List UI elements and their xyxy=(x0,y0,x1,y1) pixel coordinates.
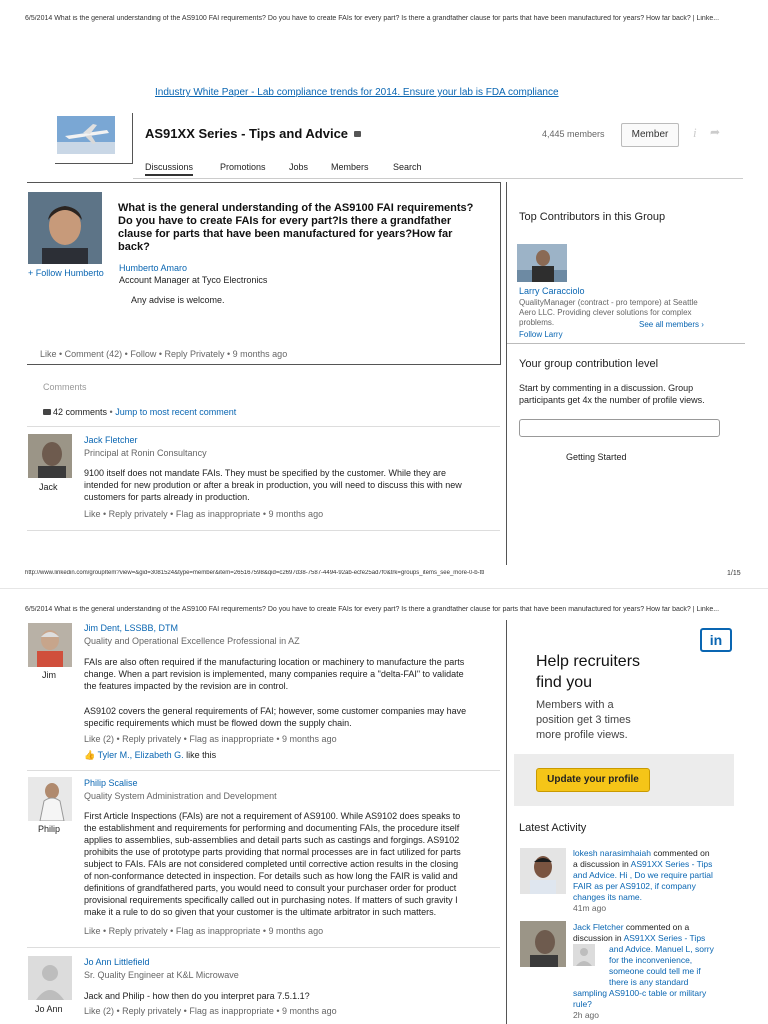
member-count: 4,445 members xyxy=(542,129,605,139)
commenter-label: Philip xyxy=(38,824,61,834)
activity-avatar[interactable] xyxy=(520,921,566,967)
comment-actions[interactable]: Like • Reply privately • Flag as inappropriate • 9 months ago xyxy=(84,509,324,519)
follow-author-link[interactable]: + Follow Humberto xyxy=(28,268,104,278)
page-break xyxy=(0,588,768,589)
post-body: Any advise is welcome. xyxy=(131,295,225,305)
follow-contributor-link[interactable]: Follow Larry xyxy=(519,330,563,339)
commenter-avatar[interactable] xyxy=(28,777,72,821)
tab-search[interactable]: Search xyxy=(393,162,422,172)
likes-summary: 👍 Tyler M., Elizabeth G. like this xyxy=(84,750,217,760)
comment-divider xyxy=(27,530,500,531)
sidebar-separator xyxy=(507,343,745,344)
sidebar-divider-page2 xyxy=(506,620,507,1024)
lock-icon xyxy=(354,131,361,137)
comment-divider xyxy=(27,770,500,771)
ad-headline: Help recruiters find you xyxy=(536,653,641,691)
tabs-divider xyxy=(133,178,743,179)
comment-body: FAIs are also often required if the manufacturing location or machinery to manufacture the parts change. When a part revision is implemented, many companies require a "delta-FAI" to validate the features impacted by the revision are in control. xyxy=(84,657,465,691)
activity-time: 2h ago xyxy=(573,1010,599,1020)
tab-discussions[interactable]: Discussions xyxy=(145,162,193,176)
commenter-label: Jim xyxy=(42,670,56,680)
comment-bubble-icon xyxy=(43,409,51,415)
commenter-title: Sr. Quality Engineer at K&L Microwave xyxy=(84,970,239,980)
comment-divider xyxy=(27,947,500,948)
commenter-title: Quality and Operational Excellence Professional in AZ xyxy=(84,636,300,646)
post-top-border xyxy=(27,182,500,183)
commenter-name[interactable]: Jim Dent, LSSBB, DTM xyxy=(84,623,179,633)
comments-count: 42 comments xyxy=(53,407,108,417)
commenter-title: Quality System Administration and Development xyxy=(84,791,277,801)
commenter-avatar-placeholder[interactable] xyxy=(28,956,72,1000)
group-title[interactable]: AS91XX Series - Tips and Advice xyxy=(145,126,361,141)
tab-members[interactable]: Members xyxy=(331,162,369,172)
linkedin-logo[interactable]: in xyxy=(700,628,732,652)
info-icon[interactable]: i xyxy=(693,125,697,140)
commenter-name[interactable]: Jack Fletcher xyxy=(84,435,138,445)
comments-label: Comments xyxy=(43,382,87,392)
update-profile-button[interactable]: Update your profile xyxy=(536,768,650,792)
contributor-description: QualityManager (contract - pro tempore) at Seattle Aero LLC. Providing clever solutions for complex problems. xyxy=(519,298,698,327)
commenter-label: Jack xyxy=(39,482,58,492)
print-header-page2: 6/5/2014 What is the general understanding of the AS9100 FAI requirements? Do you have to create FAIs for every part? Is there a grandfather clause for parts that have been manufactured for years? How far back? | Linke... xyxy=(25,606,720,613)
contributor-avatar[interactable] xyxy=(517,244,567,282)
activity-item-continued: sampling AS9100-c table or military rule? 2h ago xyxy=(573,988,743,1021)
share-icon[interactable]: ➦ xyxy=(710,125,721,139)
post-right-border xyxy=(500,182,501,365)
comments-divider xyxy=(27,426,500,427)
top-contributors-heading: Top Contributors in this Group xyxy=(519,211,666,223)
latest-activity-heading: Latest Activity xyxy=(519,822,587,834)
comment-actions[interactable]: Like (2) • Reply privately • Flag as inappropriate • 9 months ago xyxy=(84,734,337,744)
contribution-level-label: Getting Started xyxy=(566,452,627,462)
ad-text: Members with a position get 3 times more profile views. xyxy=(536,699,631,741)
activity-user-link[interactable]: Jack Fletcher xyxy=(573,922,624,932)
member-button[interactable]: Member xyxy=(621,123,679,147)
comment-actions[interactable]: Like (2) • Reply privately • Flag as inappropriate • 9 months ago xyxy=(84,1006,337,1016)
page-number: 1/15 xyxy=(727,570,741,577)
print-footer-url: http://www.linkedin.com/groupItem?view=&gid=3081524&type=member&item=265167598&qid=c2697d38-7587-4494-92ab-ecfe25ad7f0&trk=groups_items_see_more-0-b-ttl xyxy=(25,570,485,576)
activity-avatar[interactable] xyxy=(520,848,566,894)
activity-item: Jack Fletcher commented on a discussion in AS91XX Series - Tips and Advice. Manuel L, sorry for the inconvenience, someone could tell me if there is any standard xyxy=(573,922,714,987)
sidebar-divider xyxy=(506,182,507,565)
commenter-avatar[interactable] xyxy=(28,434,72,478)
contribution-progress-bar xyxy=(519,419,720,437)
activity-item: lokesh narasimhaiah commented on a discussion in AS91XX Series - Tips and Advice. Hi , Do we require partial FAIR as per AS9102, if company changes its name. 41m ago xyxy=(573,848,743,914)
comment-body: Jack and Philip - how then do you interpret para 7.5.1.1? xyxy=(84,991,310,1001)
tab-promotions[interactable]: Promotions xyxy=(220,162,266,172)
author-avatar[interactable] xyxy=(28,192,102,264)
comment-body: First Article Inspections (FAIs) are not a requirement of AS9100. While AS9102 does speaks to the establishment and requirements for performing and documenting FAIs, the procedure itself applies to assemblies, sub-assemblies and detail parts such as castings and forgings. AS9102 prohibits the use of prototype parts providing that normal processes are in fact utilized for parts subject to FAIs. FAIs are not considered completed until corrective action results in the closing of non-conformance detected in inspection. For details such as how long the FAIR is valid and definitions of grandfathered parts, you would need to consult your purchaser order for product provisional requirements specifically called out in purchasing notes. If matters of such gravity I make it a rule to do so given that your customer is the ultimate arbitrator in such matters. xyxy=(84,811,461,917)
commenter-name[interactable]: Jo Ann Littlefield xyxy=(84,957,150,967)
print-header: 6/5/2014 What is the general understanding of the AS9100 FAI requirements? Do you have to create FAIs for every part? Is there a grandfather clause for parts that have been manufactured for years? How far back? | Linke... xyxy=(25,15,720,22)
tab-jobs[interactable]: Jobs xyxy=(289,162,309,172)
see-all-members-link[interactable]: See all members › xyxy=(639,320,704,329)
discussion-question: What is the general understanding of the AS9100 FAI requirements? Do you have to create FAIs for every part?Is there a grandfather clause for parts that have been manufactured for years?How far back? xyxy=(118,202,474,253)
comment-body: 9100 itself does not mandate FAIs. They must be specified by the customer. While they are intended for new prodution or after a break in production, you will need to discuss this with new customers for parts already in production. xyxy=(84,468,462,502)
ad-text[interactable]: Lab compliance trends for 2014. Ensure your lab is FDA compliance xyxy=(254,87,559,98)
comment-actions[interactable]: Like • Reply privately • Flag as inappropriate • 9 months ago xyxy=(84,926,324,936)
commenter-name[interactable]: Philip Scalise xyxy=(84,778,138,788)
commenter-avatar[interactable] xyxy=(28,623,72,667)
contribution-heading: Your group contribution level xyxy=(519,358,659,370)
post-bottom-border xyxy=(27,364,500,365)
jump-to-recent-link[interactable]: Jump to most recent comment xyxy=(115,407,237,417)
post-author-title: Account Manager at Tyco Electronics xyxy=(119,275,268,285)
ad-label[interactable]: Industry White Paper - xyxy=(155,87,255,98)
activity-time: 41m ago xyxy=(573,903,607,913)
contribution-text: Start by commenting in a discussion. Group participants get 4x the number of profile views. xyxy=(519,383,705,405)
post-author-name[interactable]: Humberto Amaro xyxy=(119,263,188,273)
comment-body-continued: AS9102 covers the general requirements of FAI; however, some customer companies may have specific requirements which must be flowed down the supply chain. xyxy=(84,706,467,728)
activity-user-link[interactable]: lokesh narasimhaiah xyxy=(573,848,651,858)
commenter-title: Principal at Ronin Consultancy xyxy=(84,448,207,458)
post-actions[interactable]: Like • Comment (42) • Follow • Reply Privately • 9 months ago xyxy=(40,349,288,359)
thumbs-up-icon: 👍 xyxy=(84,750,96,760)
commenter-label: Jo Ann xyxy=(35,1004,63,1014)
group-logo[interactable] xyxy=(57,116,115,154)
contributor-name[interactable]: Larry Caracciolo xyxy=(519,286,585,296)
ad-banner[interactable] xyxy=(155,87,559,98)
likers-links[interactable]: Tyler M., Elizabeth G. xyxy=(97,750,184,760)
comments-summary: 42 comments • Jump to most recent comment xyxy=(43,407,236,417)
